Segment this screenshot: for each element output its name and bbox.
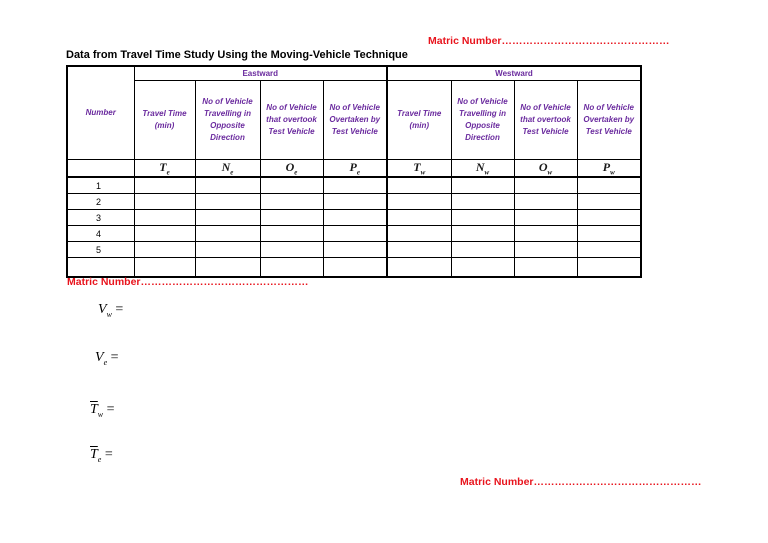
symbol-letter: O — [285, 160, 295, 174]
travel-time-table — [66, 65, 642, 278]
symbol-subscript: e — [356, 168, 360, 177]
symbol-subscript: w — [484, 168, 490, 177]
data-cell — [195, 194, 260, 210]
equation-variable: $\overline{T}$ — [90, 447, 98, 462]
matric-number-top: Matric Number………………………………………… — [428, 35, 670, 47]
data-cell — [134, 177, 195, 194]
data-cell — [387, 226, 451, 242]
table-row — [67, 242, 641, 258]
data-cell — [577, 258, 641, 278]
symbol-subscript: e — [294, 168, 298, 177]
equation-subscript: e — [97, 454, 102, 464]
data-cell — [134, 210, 195, 226]
equals-sign: = — [101, 447, 113, 462]
number-header: Number — [67, 66, 134, 160]
data-cell — [387, 210, 451, 226]
data-cell — [451, 226, 514, 242]
data-cell — [134, 258, 195, 278]
page-title: Data from Travel Time Study Using the Moving-Vehicle Technique — [66, 49, 408, 61]
data-cell — [577, 226, 641, 242]
data-cell — [323, 177, 387, 194]
table-row — [67, 258, 641, 278]
data-cell — [514, 242, 577, 258]
row-number — [67, 258, 134, 278]
data-cell — [134, 226, 195, 242]
east-symbol-cell — [134, 160, 195, 178]
row-number: 2 — [67, 194, 134, 210]
east-symbol-cell — [323, 160, 387, 178]
east-symbol-cell — [195, 160, 260, 178]
symbol-subscript: w — [547, 168, 553, 177]
data-cell — [514, 177, 577, 194]
equation-te-bar — [90, 447, 113, 464]
west-column-header: Travel Time (min) — [387, 81, 451, 160]
symbol-subscript: w — [610, 168, 615, 177]
table-row — [67, 177, 641, 194]
west-column-header: No of Vehicle Overtaken by Test Vehicle — [577, 81, 641, 160]
symbol-letter: N — [475, 160, 485, 174]
symbol-subscript: e — [166, 168, 170, 177]
data-cell — [514, 194, 577, 210]
symbol-letter: N — [221, 160, 231, 174]
equation-vw — [98, 302, 123, 319]
data-cell — [195, 177, 260, 194]
data-cell — [451, 258, 514, 278]
symbol-subscript: e — [230, 168, 234, 177]
data-cell — [195, 258, 260, 278]
table-row — [67, 194, 641, 210]
data-cell — [323, 258, 387, 278]
data-cell — [577, 242, 641, 258]
data-cell — [195, 242, 260, 258]
equals-sign: = — [107, 350, 119, 365]
data-cell — [260, 242, 323, 258]
equation-subscript: e — [103, 357, 108, 367]
data-cell — [134, 242, 195, 258]
west-symbol-cell — [451, 160, 514, 178]
west-symbol-cell — [387, 160, 451, 178]
data-cell — [387, 242, 451, 258]
data-cell — [387, 258, 451, 278]
table-row — [67, 210, 641, 226]
east-column-header: Travel Time (min) — [134, 81, 195, 160]
symbol-letter: P — [602, 160, 611, 174]
data-cell — [514, 226, 577, 242]
eastward-group-header: Eastward — [134, 66, 387, 81]
row-number: 5 — [67, 242, 134, 258]
equation-tw-bar — [90, 402, 115, 419]
data-cell — [577, 177, 641, 194]
data-cell — [195, 226, 260, 242]
east-symbol-cell — [260, 160, 323, 178]
west-column-header: No of Vehicle Travelling in Opposite Direction — [451, 81, 514, 160]
data-cell — [260, 210, 323, 226]
data-cell — [260, 177, 323, 194]
west-symbol-cell — [514, 160, 577, 178]
east-column-header: No of Vehicle Travelling in Opposite Direction — [195, 81, 260, 160]
row-number: 4 — [67, 226, 134, 242]
data-cell — [260, 258, 323, 278]
west-symbol-cell — [577, 160, 641, 178]
west-column-header: No of Vehicle that overtook Test Vehicle — [514, 81, 577, 160]
data-cell — [134, 194, 195, 210]
data-cell — [323, 226, 387, 242]
data-cell — [577, 194, 641, 210]
east-column-header: No of Vehicle Overtaken by Test Vehicle — [323, 81, 387, 160]
data-cell — [451, 194, 514, 210]
equals-sign: = — [103, 402, 115, 417]
data-cell — [323, 194, 387, 210]
matric-number-middle: Matric Number………………………………………… — [67, 276, 309, 288]
data-cell — [260, 194, 323, 210]
equation-variable: $\overline{T}$ — [90, 402, 98, 417]
symbol-letter: T — [159, 160, 167, 174]
data-cell — [451, 177, 514, 194]
symbol-letter: P — [349, 160, 357, 174]
data-cell — [260, 226, 323, 242]
equals-sign: = — [111, 302, 124, 317]
data-cell — [323, 242, 387, 258]
table-row — [67, 226, 641, 242]
data-cell — [514, 258, 577, 278]
row-number: 3 — [67, 210, 134, 226]
data-cell — [451, 242, 514, 258]
equation-variable: V — [98, 302, 107, 317]
east-column-header: No of Vehicle that overtook Test Vehicle — [260, 81, 323, 160]
symbol-subscript: w — [420, 168, 426, 177]
symbol-blank-cell — [67, 160, 134, 178]
equation-variable: V — [95, 350, 104, 365]
symbol-letter: T — [413, 160, 421, 174]
data-cell — [387, 194, 451, 210]
data-cell — [323, 210, 387, 226]
data-cell — [195, 210, 260, 226]
westward-group-header: Westward — [387, 66, 641, 81]
row-number: 1 — [67, 177, 134, 194]
data-cell — [451, 210, 514, 226]
matric-number-bottom: Matric Number………………………………………… — [460, 476, 702, 488]
symbol-letter: O — [538, 160, 548, 174]
equation-subscript: w — [97, 409, 104, 419]
data-cell — [577, 210, 641, 226]
data-cell — [514, 210, 577, 226]
equation-ve — [95, 350, 119, 367]
data-cell — [387, 177, 451, 194]
equation-subscript: w — [106, 309, 112, 319]
